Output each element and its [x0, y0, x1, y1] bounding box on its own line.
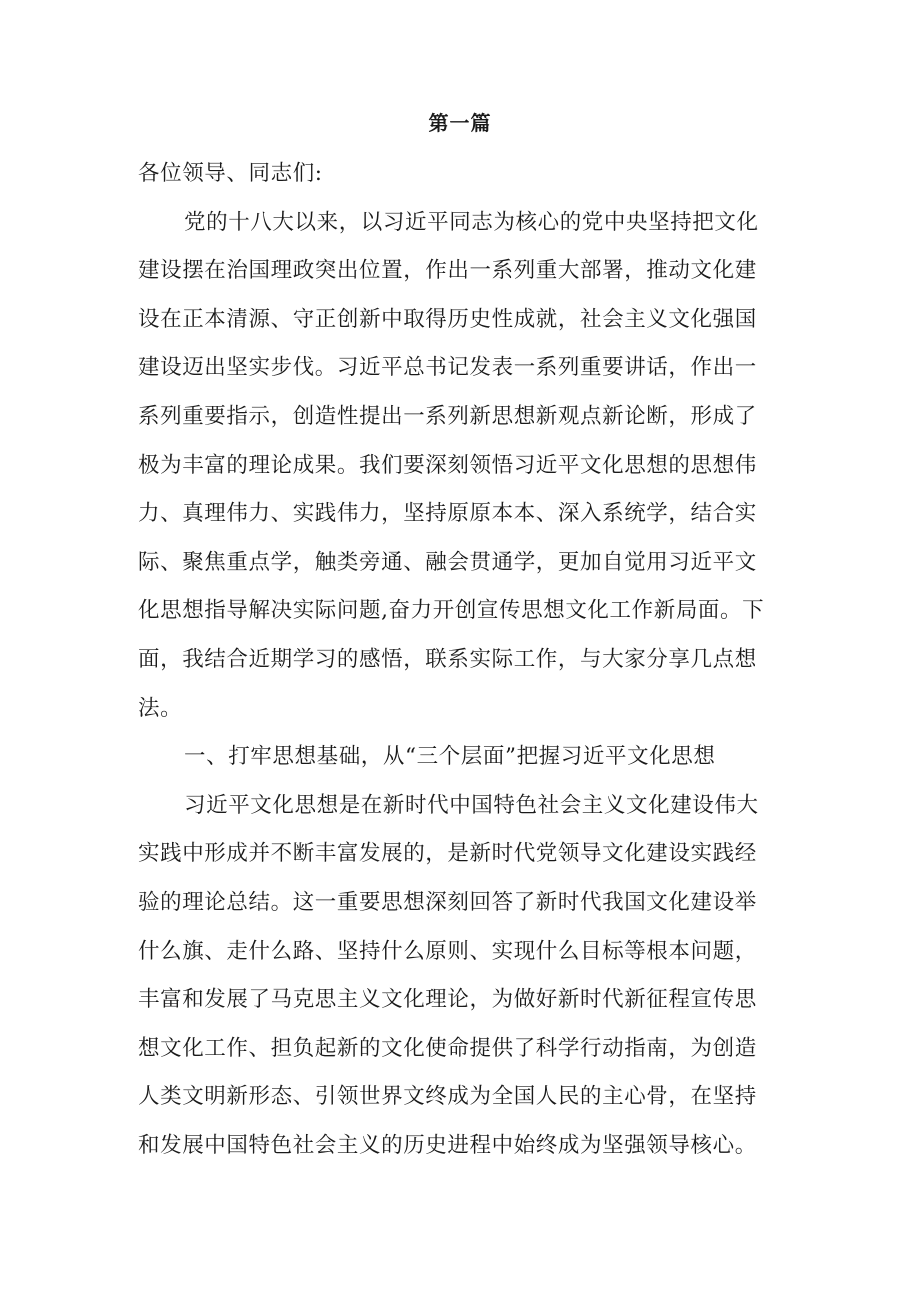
text-line: 丰富和发展了马克思主义文化理论，为做好新时代新征程宣传思: [138, 987, 757, 1013]
section-heading: 一、打牢思想基础，从“三个层面”把握习近平文化思想: [184, 744, 716, 770]
text-line: 什么旗、走什么路、坚持什么原则、实现什么目标等根本问题，: [138, 938, 757, 964]
text-line: 际、聚焦重点学，触类旁通、融会贯通学，更加自觉用习近平文: [138, 549, 757, 575]
text-line: 系列重要指示，创造性提出一系列新思想新观点新论断，形成了: [138, 403, 757, 429]
text-line: 人类文明新形态、引领世界文终成为全国人民的主心骨，在坚持: [138, 1084, 757, 1110]
text-line: 验的理论总结。这一重要思想深刻回答了新时代我国文化建设举: [138, 889, 757, 915]
text-line: 力、真理伟力、实践伟力，坚持原原本本、深入系统学，结合实: [138, 501, 757, 527]
text-line: 法。: [138, 695, 183, 721]
salutation-line: 各位领导、同志们:: [138, 161, 323, 186]
text-line: 建设摆在治国理政突出位置，作出一系列重大部署，推动文化建: [138, 258, 757, 284]
text-line: 习近平文化思想是在新时代中国特色社会主义文化建设伟大: [184, 792, 759, 818]
document-body: [138, 150, 788, 1170]
text-line: 党的十八大以来，以习近平同志为核心的党中央坚持把文化: [184, 209, 759, 235]
text-line: 和发展中国特色社会主义的历史进程中始终成为坚强领导核心。: [138, 1132, 757, 1158]
document-title: 第一篇: [428, 111, 492, 135]
text-line: 想文化工作、担负起新的文化使命提供了科学行动指南，为创造: [138, 1035, 757, 1061]
text-line: 设在正本清源、守正创新中取得历史性成就，社会主义文化强国: [138, 306, 757, 332]
text-line: 实践中形成并不断丰富发展的，是新时代党领导文化建设实践经: [138, 841, 757, 867]
text-line: 极为丰富的理论成果。我们要深刻领悟习近平文化思想的思想伟: [138, 452, 757, 478]
text-line: 建设迈出坚实步伐。习近平总书记发表一系列重要讲话，作出一: [138, 355, 757, 381]
text-line: 面，我结合近期学习的感悟，联系实际工作，与大家分享几点想: [138, 646, 757, 672]
text-line: 化思想指导解决实际问题,奋力开创宣传思想文化工作新局面。下: [138, 598, 765, 624]
